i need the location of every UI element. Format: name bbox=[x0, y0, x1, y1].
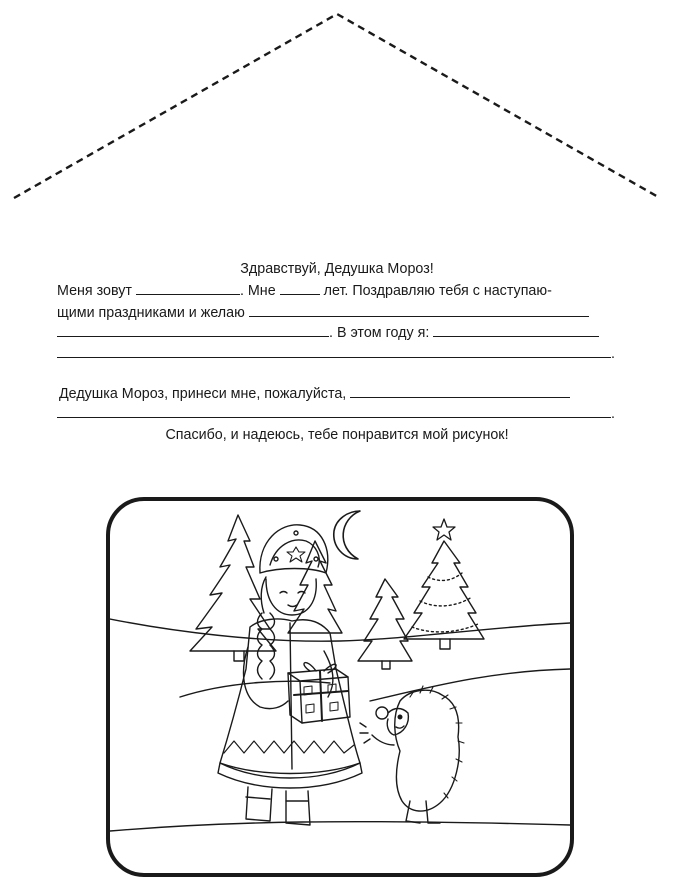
letter-line-3 bbox=[57, 322, 599, 343]
line6-period: . bbox=[611, 406, 615, 422]
request-blank[interactable] bbox=[350, 383, 570, 398]
letter-line-2 bbox=[57, 302, 589, 323]
letter-line-1 bbox=[57, 280, 552, 301]
coloring-picture-frame bbox=[106, 497, 574, 877]
crescent-moon-icon bbox=[334, 511, 360, 559]
age-label: . Мне bbox=[239, 283, 276, 299]
request-blank-cont[interactable] bbox=[57, 403, 611, 418]
this-year-label: . В этом году я: bbox=[329, 325, 430, 341]
line4-period: . bbox=[611, 346, 615, 362]
pine-tree-right-icon bbox=[358, 579, 412, 669]
wish-blank[interactable] bbox=[249, 302, 589, 317]
wish-blank-cont[interactable] bbox=[57, 322, 329, 337]
coloring-illustration bbox=[110, 501, 570, 873]
age-blank[interactable] bbox=[280, 280, 320, 295]
letter-greeting: Здравствуй, Дедушка Мороз! bbox=[240, 261, 434, 277]
hedgehog-icon bbox=[360, 686, 464, 823]
snow-foreground bbox=[110, 822, 570, 831]
christmas-tree-icon bbox=[404, 519, 484, 649]
letter-line-4 bbox=[57, 343, 615, 364]
this-year-blank-cont[interactable] bbox=[57, 343, 611, 358]
letter-thanks: Спасибо, и надеюсь, тебе понравится мой рисунок! bbox=[165, 427, 509, 443]
greeting-text: лет. Поздравляю тебя с наступаю- bbox=[323, 283, 552, 299]
letter-line-6 bbox=[57, 403, 615, 424]
this-year-blank[interactable] bbox=[433, 322, 599, 337]
gift-box-icon bbox=[288, 663, 350, 723]
request-label: Дедушка Мороз, принеси мне, пожалуйста, bbox=[59, 386, 347, 402]
name-blank[interactable] bbox=[136, 280, 240, 295]
letter-line-5 bbox=[59, 383, 570, 404]
snow-ground-right bbox=[370, 669, 570, 701]
pine-tree-middle-icon bbox=[288, 541, 342, 633]
wish-label: щими праздниками и желаю bbox=[57, 305, 245, 321]
name-label: Меня зовут bbox=[57, 283, 132, 299]
